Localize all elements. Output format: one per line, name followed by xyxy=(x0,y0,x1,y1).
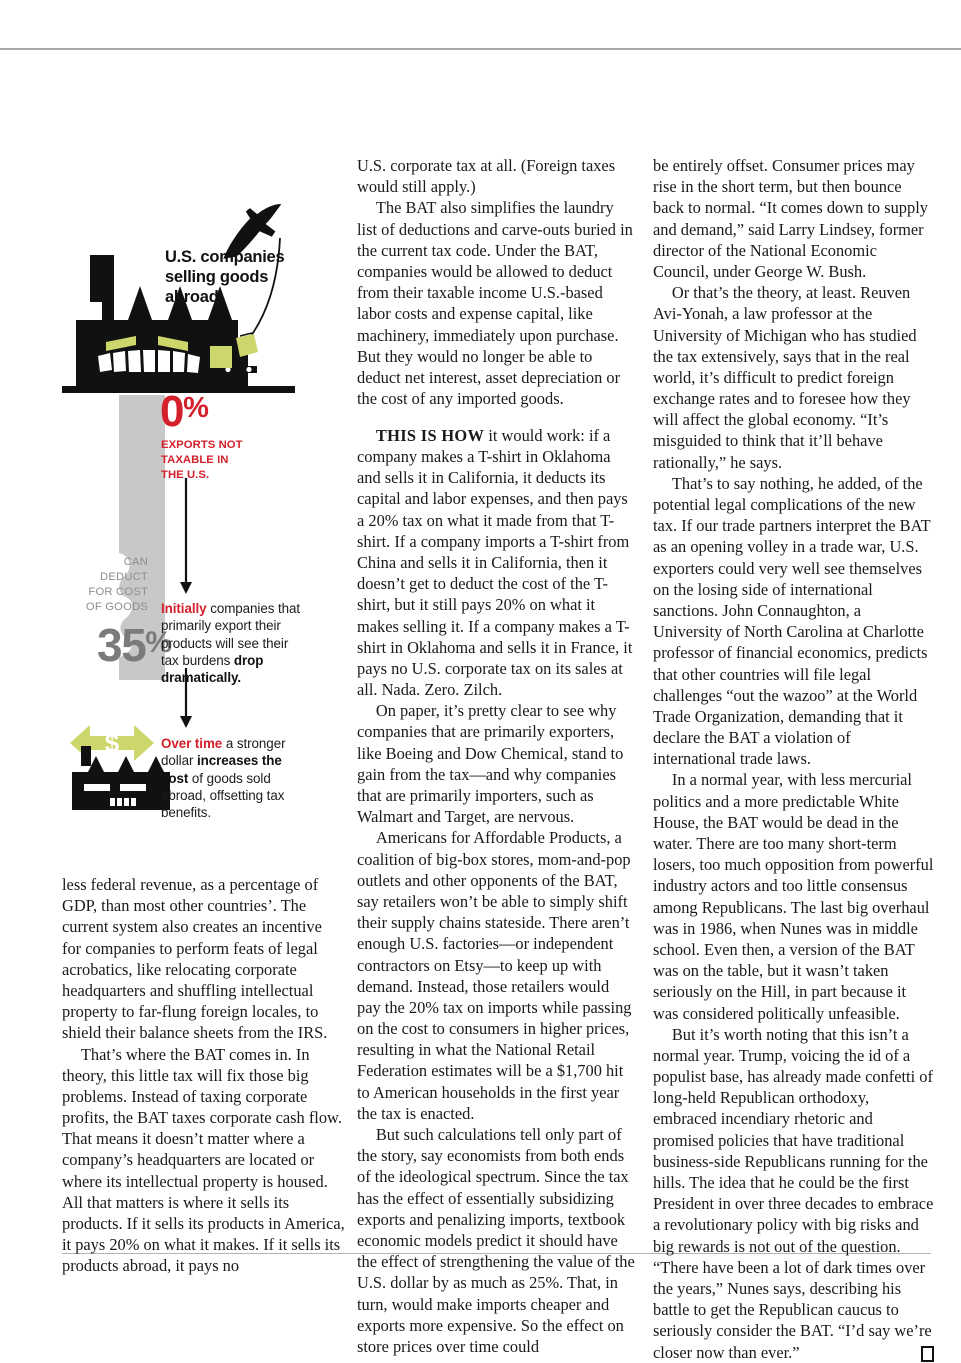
paragraph: be entirely offset. Consumer prices may rise in the short term, but then bounce back to normal. “It comes down to supply and demand,” said Larry Lindsey, former director of the National Economic Council, under George W. Bush. xyxy=(653,156,928,281)
paragraph: But such calculations tell only part of the story, say economists from both ends of the ideological spectrum. Since the tax has the effect of essentially subsidizing exports and penalizing imports, textbook economic models predict it should have the effect of strengthening the value of the U.S. dollar by as much as 25%. That, in turn, would make imports cheaper and exports more expensive. So the effect on store prices over time could xyxy=(357,1125,635,1356)
paragraph: U.S. corporate tax at all. (Foreign taxes would still apply.) xyxy=(357,156,616,197)
paragraph: Americans for Affordable Products, a coalition of big-box stores, mom-and-pop outlets and other opponents of the BAT, say retailers won’t be able to simply shift their supply chains stateside. There aren’t enough U.S. factories—or independent contractors on Etsy—to keep up with demand. Instead, those retailers would pay the 20% tax on imports while passing on the cost to consumers in higher prices, resulting in what the National Retail Federation estimates will be a $1,700 hit to American households in the first year the tax is enacted. xyxy=(357,828,632,1123)
note-overtime-lead: Over time xyxy=(161,736,223,751)
infographic-title-line2: selling goods xyxy=(165,267,269,286)
paragraph: In a normal year, with less mercurial politics and a more predictable White House, the BAT would be dead in the water. There are too many short-term losers, too much opposition from powerful industry actors and too little consensus among Republicans. The last big overhaul was in 1986, when Nunes was in middle school. Even then, a version of the BAT was on the table, but it wasn’t taken seriously on the Hill, in part because it was considered politically unfeasible. xyxy=(653,770,934,1023)
zero-percent-symbol: % xyxy=(183,392,208,424)
thirtyfive-percent-figure xyxy=(97,619,171,671)
infographic-title xyxy=(165,248,325,307)
paragraph-this-is-how xyxy=(357,425,636,700)
can-deduct-label xyxy=(62,555,148,615)
page-top-rule xyxy=(0,48,961,50)
exports-label-line1: EXPORTS NOT xyxy=(161,439,243,451)
thirtyfive-percent-symbol: % xyxy=(145,626,171,659)
article-column-middle xyxy=(357,155,636,1357)
lead-in-smallcaps: THIS IS HOW xyxy=(375,425,485,445)
zero-percent-value: 0 xyxy=(160,387,184,436)
infographic-title-line1: U.S. companies xyxy=(165,248,285,266)
exports-not-taxable-label xyxy=(161,438,281,483)
paragraph: That’s to say nothing, he added, of the potential legal complications of the new tax. If our trade partners interpret the BAT as an opening volley in a trade war, U.S. exporters could very well see themselves on the losing side of international sanctions. John Connaughton, a University of North Carolina at Charlotte professor of financial economics, predicts that other countries will file legal challenges “out the wazoo” at the World Trade Organization, demanding that it declare the BAT a violation of international trade laws. xyxy=(653,473,931,769)
paragraph: The BAT also simplifies the laundry list of deductions and carve-outs buried in the current tax code. Under the BAT, companies would be allowed to deduct from their taxable income U.S.-based labor costs and expense capital, like machinery, immediately upon purchase. But they would no longer be able to deduct net interest, asset depreciation or the cost of any imported goods. xyxy=(357,198,633,409)
can-deduct-line1: CAN xyxy=(123,556,148,568)
paragraph-body: it would work: if a company makes a T-shirt in Oklahoma and sells it in California, it deducts its capital and labor expenses, and then pays a 20% tax on what it made from that T-shirt. If a company imports a T-shirt from China and sells it in California, then it doesn’t get to deduct the cost of the T-shirt, but it still pays 20% on what it makes selling it. If a company makes a T-shirt in Oklahoma and sells it in France, it pays no U.S. corporate tax on its sales at all. Nada. Zero. Zilch. xyxy=(357,425,633,700)
article-column-right xyxy=(653,155,934,1363)
note-initially-emphasis: drop dramatically. xyxy=(161,652,264,686)
can-deduct-line2: DEDUCT xyxy=(100,571,148,583)
can-deduct-line4: OF GOODS xyxy=(85,601,148,613)
exports-label-line2: TAXABLE IN xyxy=(161,453,229,466)
note-initially-body: companies that primarily export their products will see their tax burdens xyxy=(161,601,301,668)
note-overtime-body1: a stronger dollar xyxy=(161,736,286,769)
paragraph: Or that’s the theory, at least. Reuven Avi-Yonah, a law professor at the University of Michigan who has studied the tax extensively, says that in the real world, it’s difficult to predict foreign exchange rates and to foresee how they will affect the global economy. “It’s misguided to think that it’ll behave rationally,” he says. xyxy=(653,283,917,472)
paragraph-final xyxy=(653,1024,934,1363)
note-overtime xyxy=(161,735,307,821)
bat-tax-infographic xyxy=(62,190,352,840)
paragraph-body: But it’s worth noting that this isn’t a normal year. Trump, voicing the id of a populist base, has already made confetti of long-held Republican orthodoxy, embraced incendiary rhetoric and promised policies that have traditional business-side Republicans running for the hills. The idea that he could be the first President in over three decades to embrace a revolutionary policy with big risks and big rewards is not out of the question. “There have been a lot of dark times over the years,” Nunes says, describing his battle to get the Republican caucus to seriously consider the BAT. “I’d say we’re closer now than ever.” xyxy=(653,1024,934,1362)
stronger-dollar-factory-icon xyxy=(70,725,170,810)
article-column-left xyxy=(62,874,345,1277)
infographic-title-line3: abroad xyxy=(165,287,219,306)
thirtyfive-percent-value: 35 xyxy=(97,619,146,671)
note-overtime-body2: of goods sold abroad, offsetting tax benefits. xyxy=(161,770,285,821)
can-deduct-line3: FOR COST xyxy=(88,586,148,598)
end-mark-icon xyxy=(921,1346,934,1362)
paragraph: On paper, it’s pretty clear to see why companies that are primarily exporters, like Boeing and Dow Chemical, stand to gain from the tax—and why companies that are primarily importers, such as Walmart and Target, are nervous. xyxy=(357,701,624,827)
svg-text:$: $ xyxy=(104,728,120,758)
exports-label-line3: THE U.S. xyxy=(161,468,210,481)
note-initially xyxy=(161,600,307,686)
paragraph: That’s where the BAT comes in. In theory, this little tax will fix those big problems. Instead of taxing corporate profits, the BAT taxes corporate cash flow. That means it doesn’t matter where a company’s headquarters are located or where its intellectual property is housed. All that matters is where it sells its products. If it sells its products in America, it pays 20% on what it makes. If it sells its products abroad, it pays no xyxy=(62,1044,345,1276)
zero-percent-figure xyxy=(160,387,208,436)
note-overtime-emphasis: increases the cost xyxy=(161,753,282,786)
note-initially-lead: Initially xyxy=(161,601,207,616)
arrow-down-initially xyxy=(180,478,192,594)
paragraph: less federal revenue, as a percentage of GDP, than most other countries’. The current system also creates an incentive for companies to perform feats of legal acrobatics, like relocating corporate headquarters and shuffling intellectual property to far-flung foreign locales, to shield their balance sheets from the IRS. xyxy=(62,875,328,1043)
